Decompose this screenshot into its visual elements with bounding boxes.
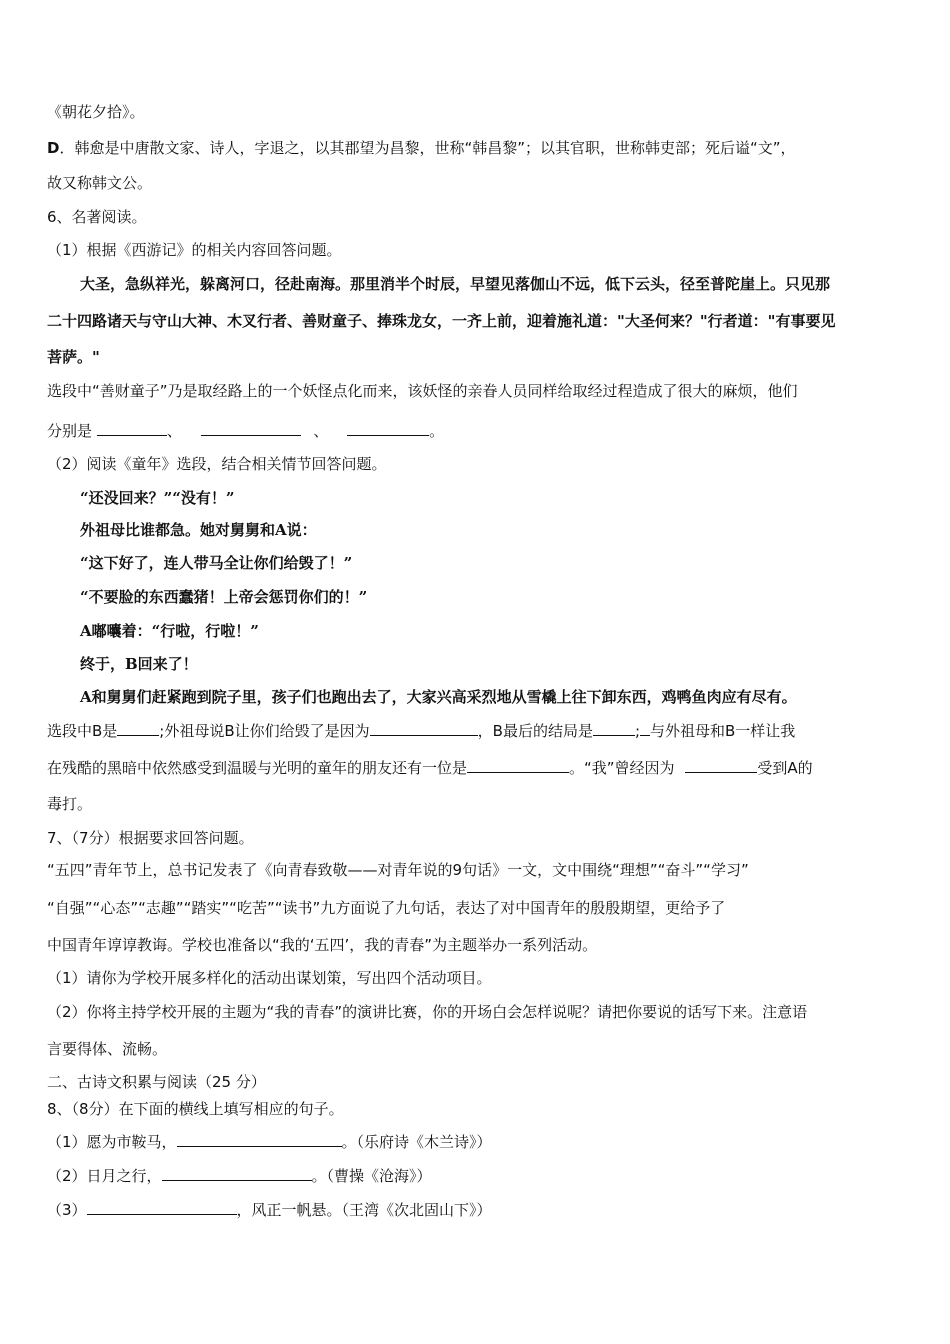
sub-question: （1）请你为学校开展多样化的活动出谋划策，写出四个活动项目。 — [47, 969, 492, 987]
answer-blank[interactable] — [162, 1165, 312, 1181]
text-line: 故又称韩文公。 — [47, 174, 153, 192]
answer-blank[interactable] — [97, 420, 167, 436]
text-line: 毒打。 — [47, 795, 93, 813]
answer-blank[interactable] — [87, 1199, 237, 1215]
excerpt-line: A嘟囔着：“行啦，行啦！” — [80, 622, 259, 640]
fill-line: （3） ，风正一帆悬。（王湾《次北固山下》） — [47, 1201, 492, 1219]
fill-line: 在残酷的黑暗中依然感受到温暖与光明的童年的朋友还有一位是 。“我”曾经因为 受到A的 — [47, 759, 813, 777]
text-line: D．韩愈是中唐散文家、诗人，字退之，以其郡望为昌黎，世称“韩昌黎”；以其官职，世称韩吏部；死后谥“文”， — [47, 139, 796, 157]
excerpt-line: 外祖母比谁都急。她对舅舅和A说： — [80, 521, 317, 539]
excerpt-line: 终于，B回来了！ — [80, 655, 198, 673]
fill-line: 分别是 、 、 。 — [47, 422, 445, 440]
text-line: “自强”“心态”“志趣”“踏实”“吃苦”“读书”九方面说了九句话，表达了对中国青年的殷殷期望，更给予了 — [47, 899, 726, 917]
answer-blank[interactable] — [177, 1131, 342, 1147]
excerpt-line: 大圣，急纵祥光，躲离河口，径赴南海。那里消半个时辰，早望见落伽山不远，低下云头，径至普陀崖上。只见那 — [80, 275, 831, 293]
excerpt-line: A和舅舅们赶紧跑到院子里，孩子们也跑出去了，大家兴高采烈地从雪橇上往下卸东西，鸡鸭鱼肉应有尽有。 — [80, 688, 797, 706]
sub-question: （2）你将主持学校开展的主题为“我的青春”的演讲比赛，你的开场白会怎样说呢？请把你要说的话写下来。注意语 — [47, 1003, 808, 1021]
text-line: 言要得体、流畅。 — [47, 1040, 168, 1058]
excerpt-line: “还没回来？”“没有！” — [80, 489, 235, 507]
sub-question: （2）阅读《童年》选段，结合相关情节回答问题。 — [47, 455, 387, 473]
answer-blank[interactable] — [370, 720, 478, 736]
question-heading: 6、名著阅读。 — [47, 208, 147, 226]
answer-blank[interactable] — [117, 720, 159, 736]
sub-question: （1）根据《西游记》的相关内容回答问题。 — [47, 241, 342, 259]
excerpt-line: “不要脸的东西蠢猪！上帝会惩罚你们的！” — [80, 588, 368, 606]
excerpt-line: 二十四路诸天与守山大神、木叉行者、善财童子、捧珠龙女，一齐上前，迎着施礼道："大圣何来？"行者道："有事要见 — [47, 312, 836, 330]
excerpt-line: “这下好了，连人带马全让你们给毁了！” — [80, 554, 353, 572]
fill-line: （1）愿为市鞍马， 。（乐府诗《木兰诗》） — [47, 1133, 492, 1151]
fill-line: （2）日月之行， 。（曹操《沧海》） — [47, 1167, 432, 1185]
answer-blank[interactable] — [640, 720, 650, 736]
answer-blank[interactable] — [467, 757, 569, 773]
fill-line: 选段中B是 ;外祖母说B让你们给毁了是因为 ，B最后的结局是 ; 与外祖母和B一样让我 — [47, 722, 796, 740]
answer-blank[interactable] — [685, 757, 757, 773]
question-heading: 7、（7分）根据要求回答问题。 — [47, 829, 254, 847]
answer-blank[interactable] — [201, 420, 301, 436]
question-heading: 8、（8分）在下面的横线上填写相应的句子。 — [47, 1100, 344, 1118]
text-line: 《朝花夕拾》。 — [47, 103, 145, 121]
section-heading: 二、古诗文积累与阅读（25 分） — [47, 1073, 266, 1091]
answer-blank[interactable] — [347, 420, 429, 436]
answer-blank[interactable] — [593, 720, 635, 736]
text-line: 选段中“善财童子”乃是取经路上的一个妖怪点化而来，该妖怪的亲眷人员同样给取经过程造成了很大的麻烦，他们 — [47, 382, 798, 400]
text-line: “五四”青年节上，总书记发表了《向青春致敬——对青年说的9句话》一文，文中围绕“理想”“奋斗”“学习” — [47, 861, 749, 879]
text-line: 中国青年谆谆教诲。学校也准备以“我的‘五四’，我的青春”为主题举办一系列活动。 — [47, 936, 598, 954]
excerpt-line: 菩萨。" — [47, 348, 100, 366]
